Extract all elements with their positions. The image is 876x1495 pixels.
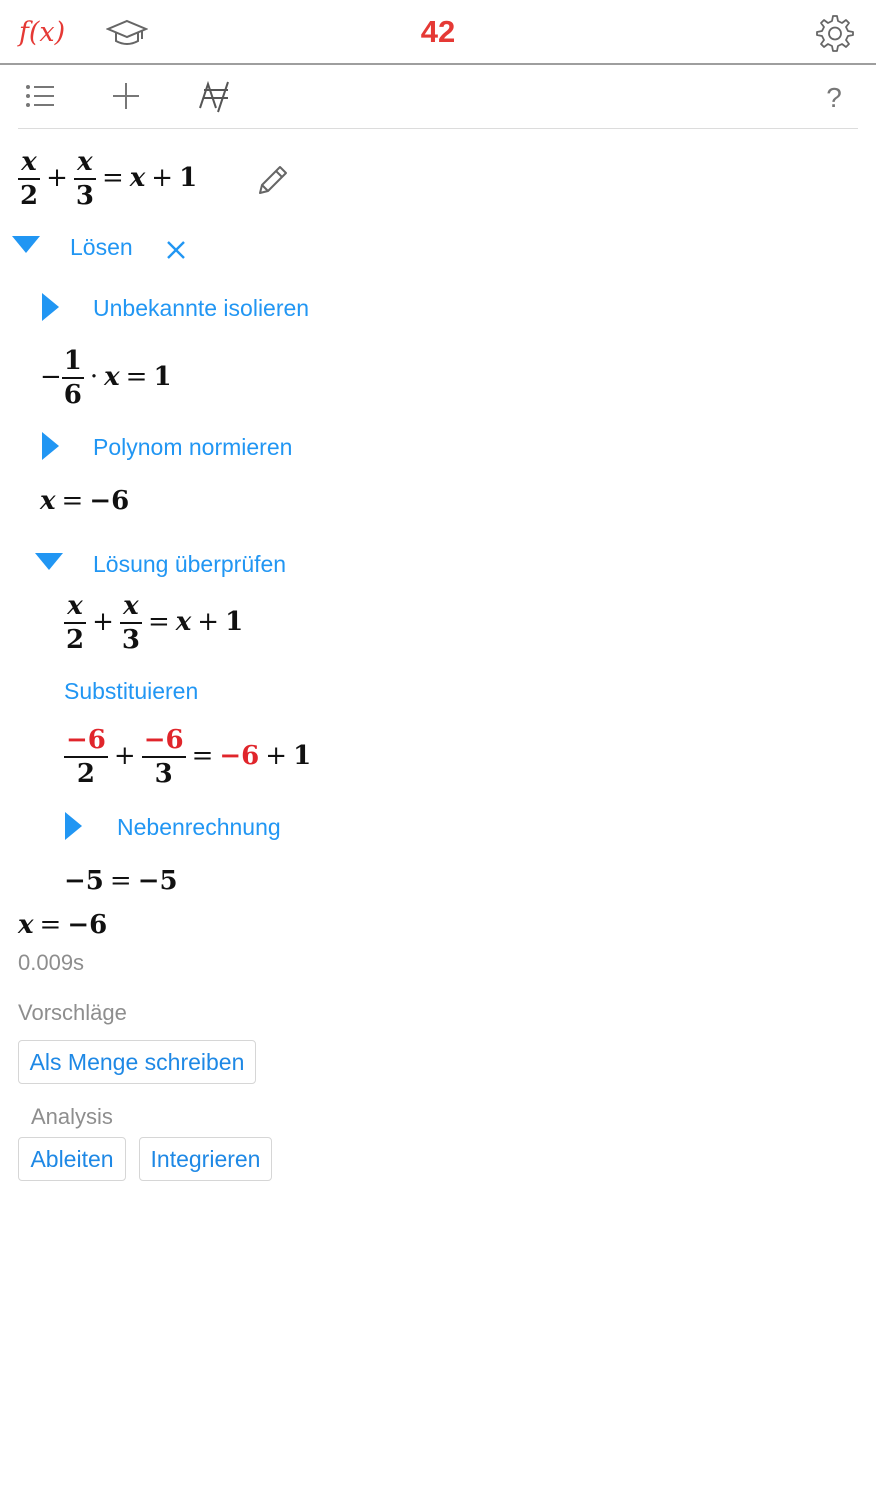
step-label[interactable]: Unbekannte isolieren bbox=[93, 295, 310, 321]
close-icon[interactable] bbox=[162, 236, 190, 264]
substitute-label: Substituieren bbox=[64, 678, 199, 704]
help-button[interactable] bbox=[814, 78, 854, 118]
app-title bbox=[400, 10, 476, 54]
title-text: 42 bbox=[420, 14, 456, 49]
graduation-cap-icon[interactable] bbox=[104, 14, 150, 52]
fraction: $\frac{x}{2}$ bbox=[20, 147, 39, 211]
list-icon[interactable] bbox=[22, 78, 58, 114]
fraction: $\frac{-6}{2}$ bbox=[66, 725, 106, 789]
fraction: $\frac{x}{2}$ bbox=[66, 591, 85, 655]
plus-icon[interactable] bbox=[108, 78, 144, 114]
analysis-header: Analysis bbox=[31, 1104, 113, 1129]
expand-icon[interactable] bbox=[65, 812, 82, 840]
gear-icon[interactable] bbox=[812, 12, 856, 54]
collapse-icon[interactable] bbox=[35, 553, 63, 570]
step-label[interactable]: Polynom normieren bbox=[93, 434, 293, 460]
solve-label[interactable]: Lösen bbox=[70, 234, 133, 260]
fraction: $\frac{1}{6}$ bbox=[63, 346, 82, 410]
expand-icon[interactable] bbox=[42, 432, 59, 460]
side-calc-result: −5 = −5 bbox=[64, 866, 178, 896]
integrate-button[interactable]: Integrieren bbox=[139, 1137, 272, 1181]
step-result: x = −6 bbox=[40, 486, 130, 516]
collapse-icon[interactable] bbox=[12, 236, 40, 253]
help-label: ? bbox=[826, 82, 842, 113]
compute-time: 0.009s bbox=[18, 950, 85, 975]
fraction: $\frac{x}{3}$ bbox=[75, 147, 94, 211]
expand-icon[interactable] bbox=[42, 293, 59, 321]
pencil-icon[interactable] bbox=[252, 160, 292, 202]
fx-label: f(x) bbox=[18, 16, 66, 48]
fraction: $\frac{-6}{3}$ bbox=[143, 725, 184, 789]
top-bar bbox=[0, 0, 876, 65]
final-result: x = −6 bbox=[18, 910, 108, 940]
toolbar bbox=[18, 64, 858, 129]
fx-icon[interactable] bbox=[16, 14, 68, 50]
step-result: − $\frac{1}{6}$ · x = 1 bbox=[40, 346, 172, 410]
suggestions-header: Vorschläge bbox=[18, 1000, 127, 1025]
side-calc-label[interactable]: Nebenrechnung bbox=[117, 814, 281, 840]
step-label[interactable]: Lösung überprüfen bbox=[93, 551, 287, 577]
input-equation[interactable]: $\frac{x}{2}$ + $\frac{x}{3}$ = x + 1 bbox=[20, 147, 198, 211]
check-equation: $\frac{x}{2}$ + $\frac{x}{3}$ = x + 1 bbox=[66, 591, 244, 655]
not-equal-icon[interactable] bbox=[194, 76, 234, 116]
substituted-equation: $\frac{-6}{2}$ + $\frac{-6}{3}$ = −6 + 1 bbox=[66, 725, 312, 789]
fraction: $\frac{x}{3}$ bbox=[121, 591, 140, 655]
write-as-set-button[interactable]: Als Menge schreiben bbox=[18, 1040, 256, 1084]
derive-button[interactable]: Ableiten bbox=[18, 1137, 126, 1181]
